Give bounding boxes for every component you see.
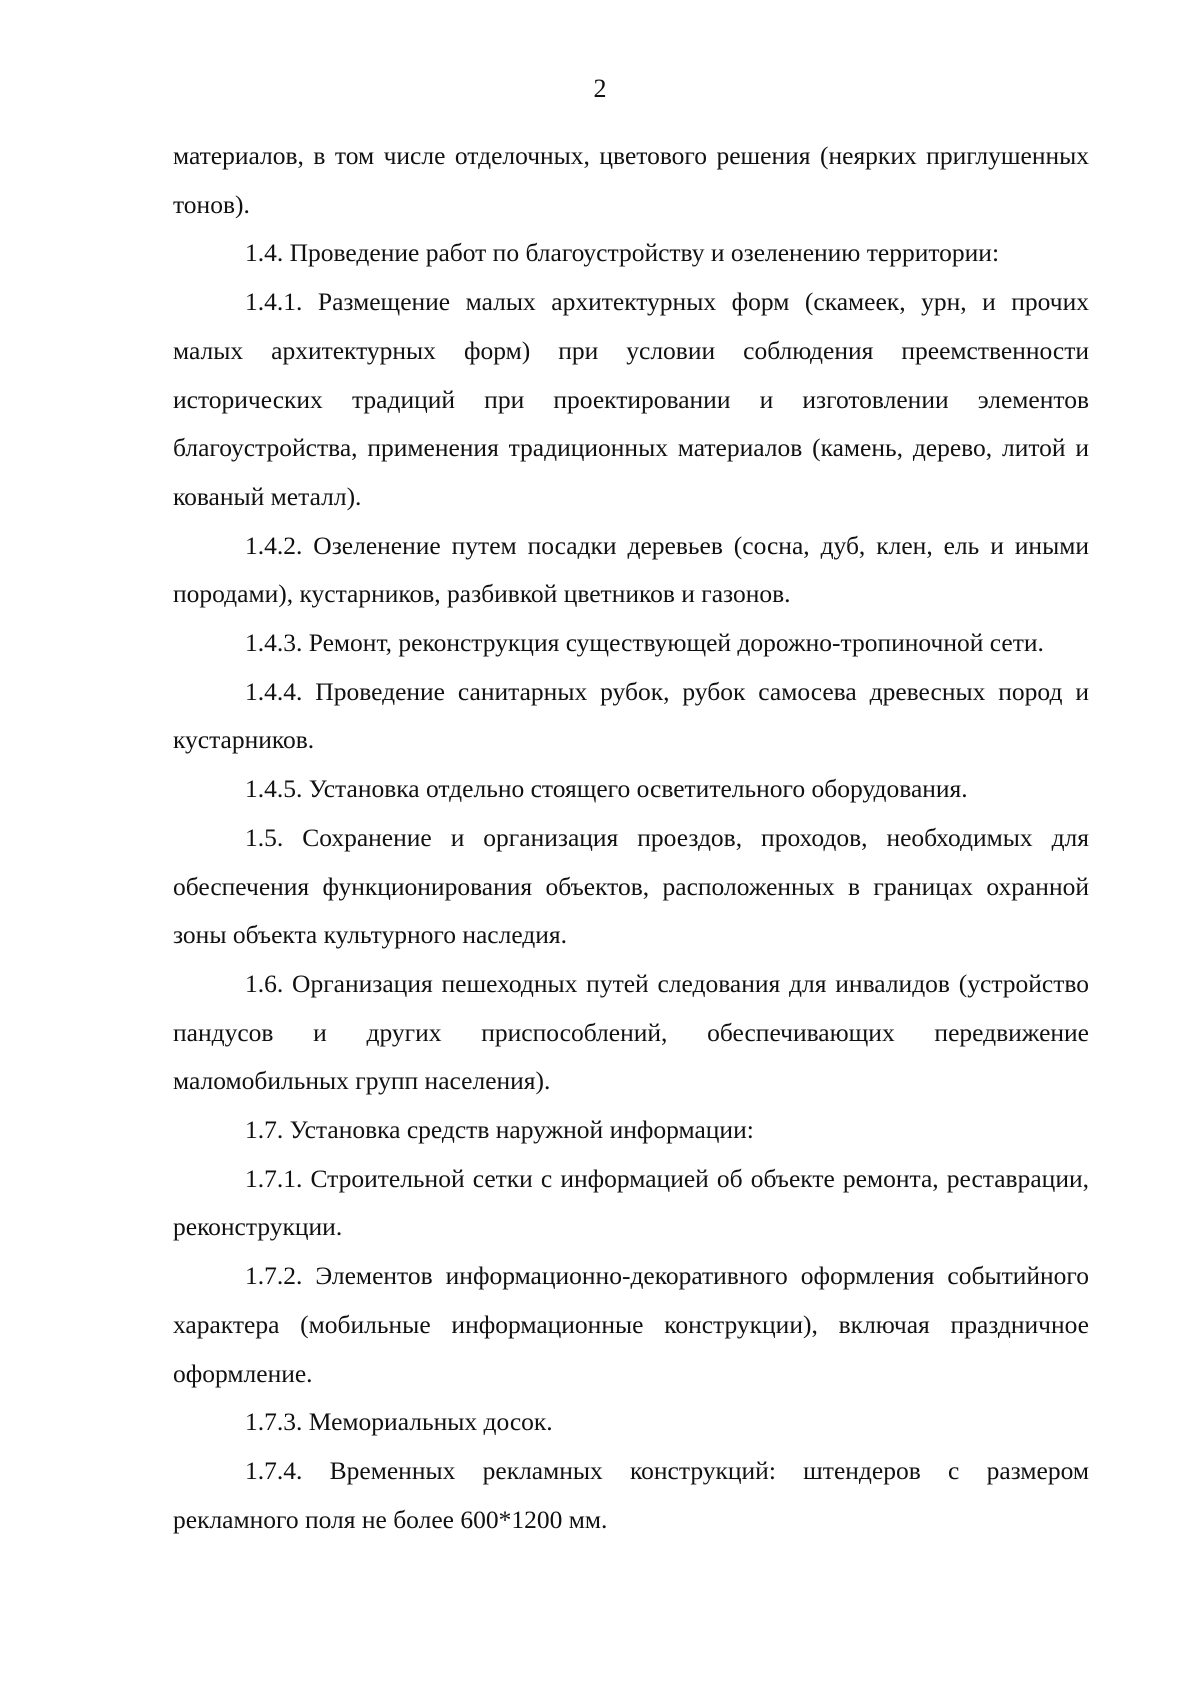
paragraph-1-4-2: 1.4.2. Озеленение путем посадки деревьев (сосна, дуб, клен, ель и иными породами), кустарников, разбивкой цветников и газонов.: [173, 530, 1089, 609]
page-number: 2: [593, 74, 607, 103]
paragraph-1-4-5: 1.4.5. Установка отдельно стоящего осветительного оборудования.: [245, 774, 968, 804]
paragraph-1-7-1: 1.7.1. Строительной сетки с информацией об объекте ремонта, реставрации, реконструкции.: [173, 1163, 1089, 1242]
paragraph-1-4: 1.4. Проведение работ по благоустройству и озеленению территории:: [245, 238, 1000, 268]
paragraph-continuation: материалов, в том числе отделочных, цветового решения (неярких приглушенных тонов).: [173, 141, 1089, 219]
paragraph-1-7-3: 1.7.3. Мемориальных досок.: [245, 1407, 553, 1437]
paragraph-1-4-1: 1.4.1. Размещение малых архитектурных форм (скамеек, урн, и прочих малых архитектурных форм) при условии соблюдения преемственности исторических традиций при проектировании и изготовлении элементов благоустройства, применения традиционных материалов (камень, дерево, литой и кованый металл).: [173, 287, 1089, 511]
paragraph-1-6: 1.6. Организация пешеходных путей следования для инвалидов (устройство пандусов и других приспособлений, обеспечивающих передвижение маломобильных групп населения).: [173, 968, 1089, 1096]
document-body: [173, 132, 1089, 1544]
paragraph-1-5: 1.5. Сохранение и организация проездов, проходов, необходимых для обеспечения функционирования объектов, расположенных в границах охранной зоны объекта культурного наследия.: [173, 822, 1089, 950]
paragraph-1-4-4: 1.4.4. Проведение санитарных рубок, рубок самосева древесных пород и кустарников.: [173, 676, 1089, 755]
paragraph-1-4-3: 1.4.3. Ремонт, реконструкция существующей дорожно-тропиночной сети.: [245, 628, 1044, 658]
paragraph-1-7-2: 1.7.2. Элементов информационно-декоративного оформления событийного характера (мобильные информационные конструкции), включая праздничное оформление.: [173, 1261, 1089, 1388]
paragraph-1-7: 1.7. Установка средств наружной информации:: [245, 1115, 754, 1145]
paragraph-1-7-4: 1.7.4. Временных рекламных конструкций: штендеров с размером рекламного поля не более 600*1200 мм.: [173, 1455, 1089, 1534]
